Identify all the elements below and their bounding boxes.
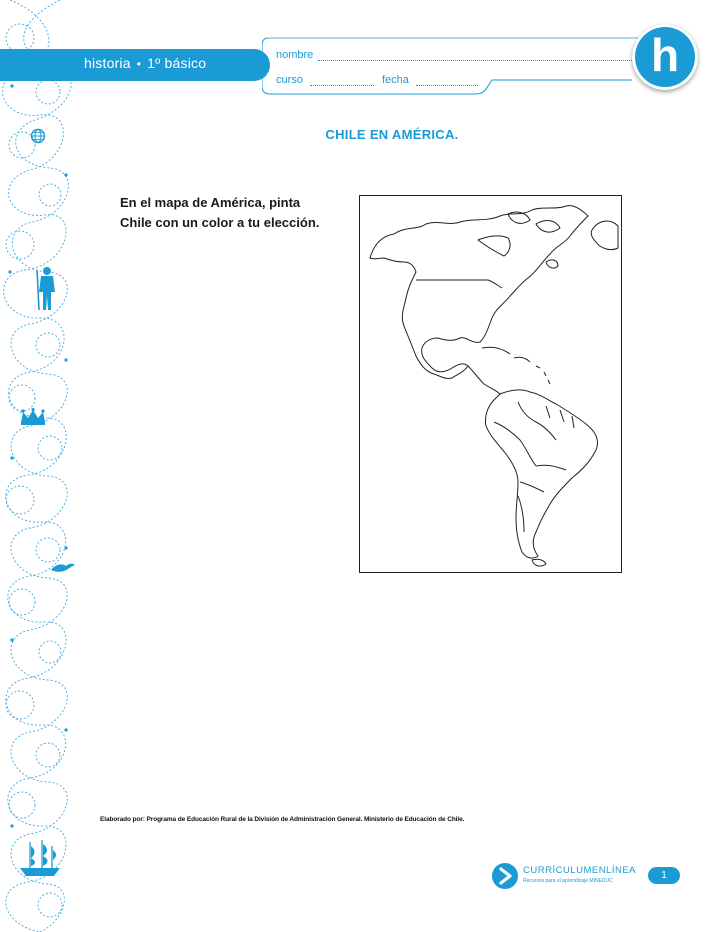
date-field[interactable] [416,85,478,86]
page-number: 1 [648,867,680,884]
bird-icon [50,560,76,576]
curriculum-en-linea-logo[interactable] [492,862,652,892]
instruction-text [120,193,345,233]
student-info-form [262,36,652,96]
form-frame [262,36,652,96]
name-label: nombre [276,49,314,61]
footer-credit: Elaborado por: Programa de Educación Rural de la División de Administración General. Ministerio de Educación de Chile. [100,816,465,823]
course-field[interactable] [310,85,374,86]
name-field[interactable] [318,60,636,61]
americas-map[interactable] [359,195,622,573]
brand-arrow-icon [492,863,518,889]
date-label: fecha [382,74,409,86]
instruction-line-2: Chile con un color a tu elección. [120,215,320,230]
worksheet-title: CHILE EN AMÉRICA. [325,127,459,142]
crown-icon [19,408,47,426]
header-subject-label [84,55,206,71]
sailing-ship-icon [16,838,64,878]
instruction-line-1: En el mapa de América, pinta [120,195,301,210]
subject-name: historia [84,55,131,71]
brand-name: CURRÍCULUMENLÍNEA [523,865,637,876]
historia-logo: h [632,24,698,90]
course-label: curso [276,74,303,86]
brand-tagline: Recursos para el aprendizaje MINEDUC [523,878,613,884]
header-separator: • [136,57,142,71]
americas-outline [360,196,620,571]
indigenous-figure-icon [34,266,60,312]
grade-level: 1º básico [147,55,207,71]
